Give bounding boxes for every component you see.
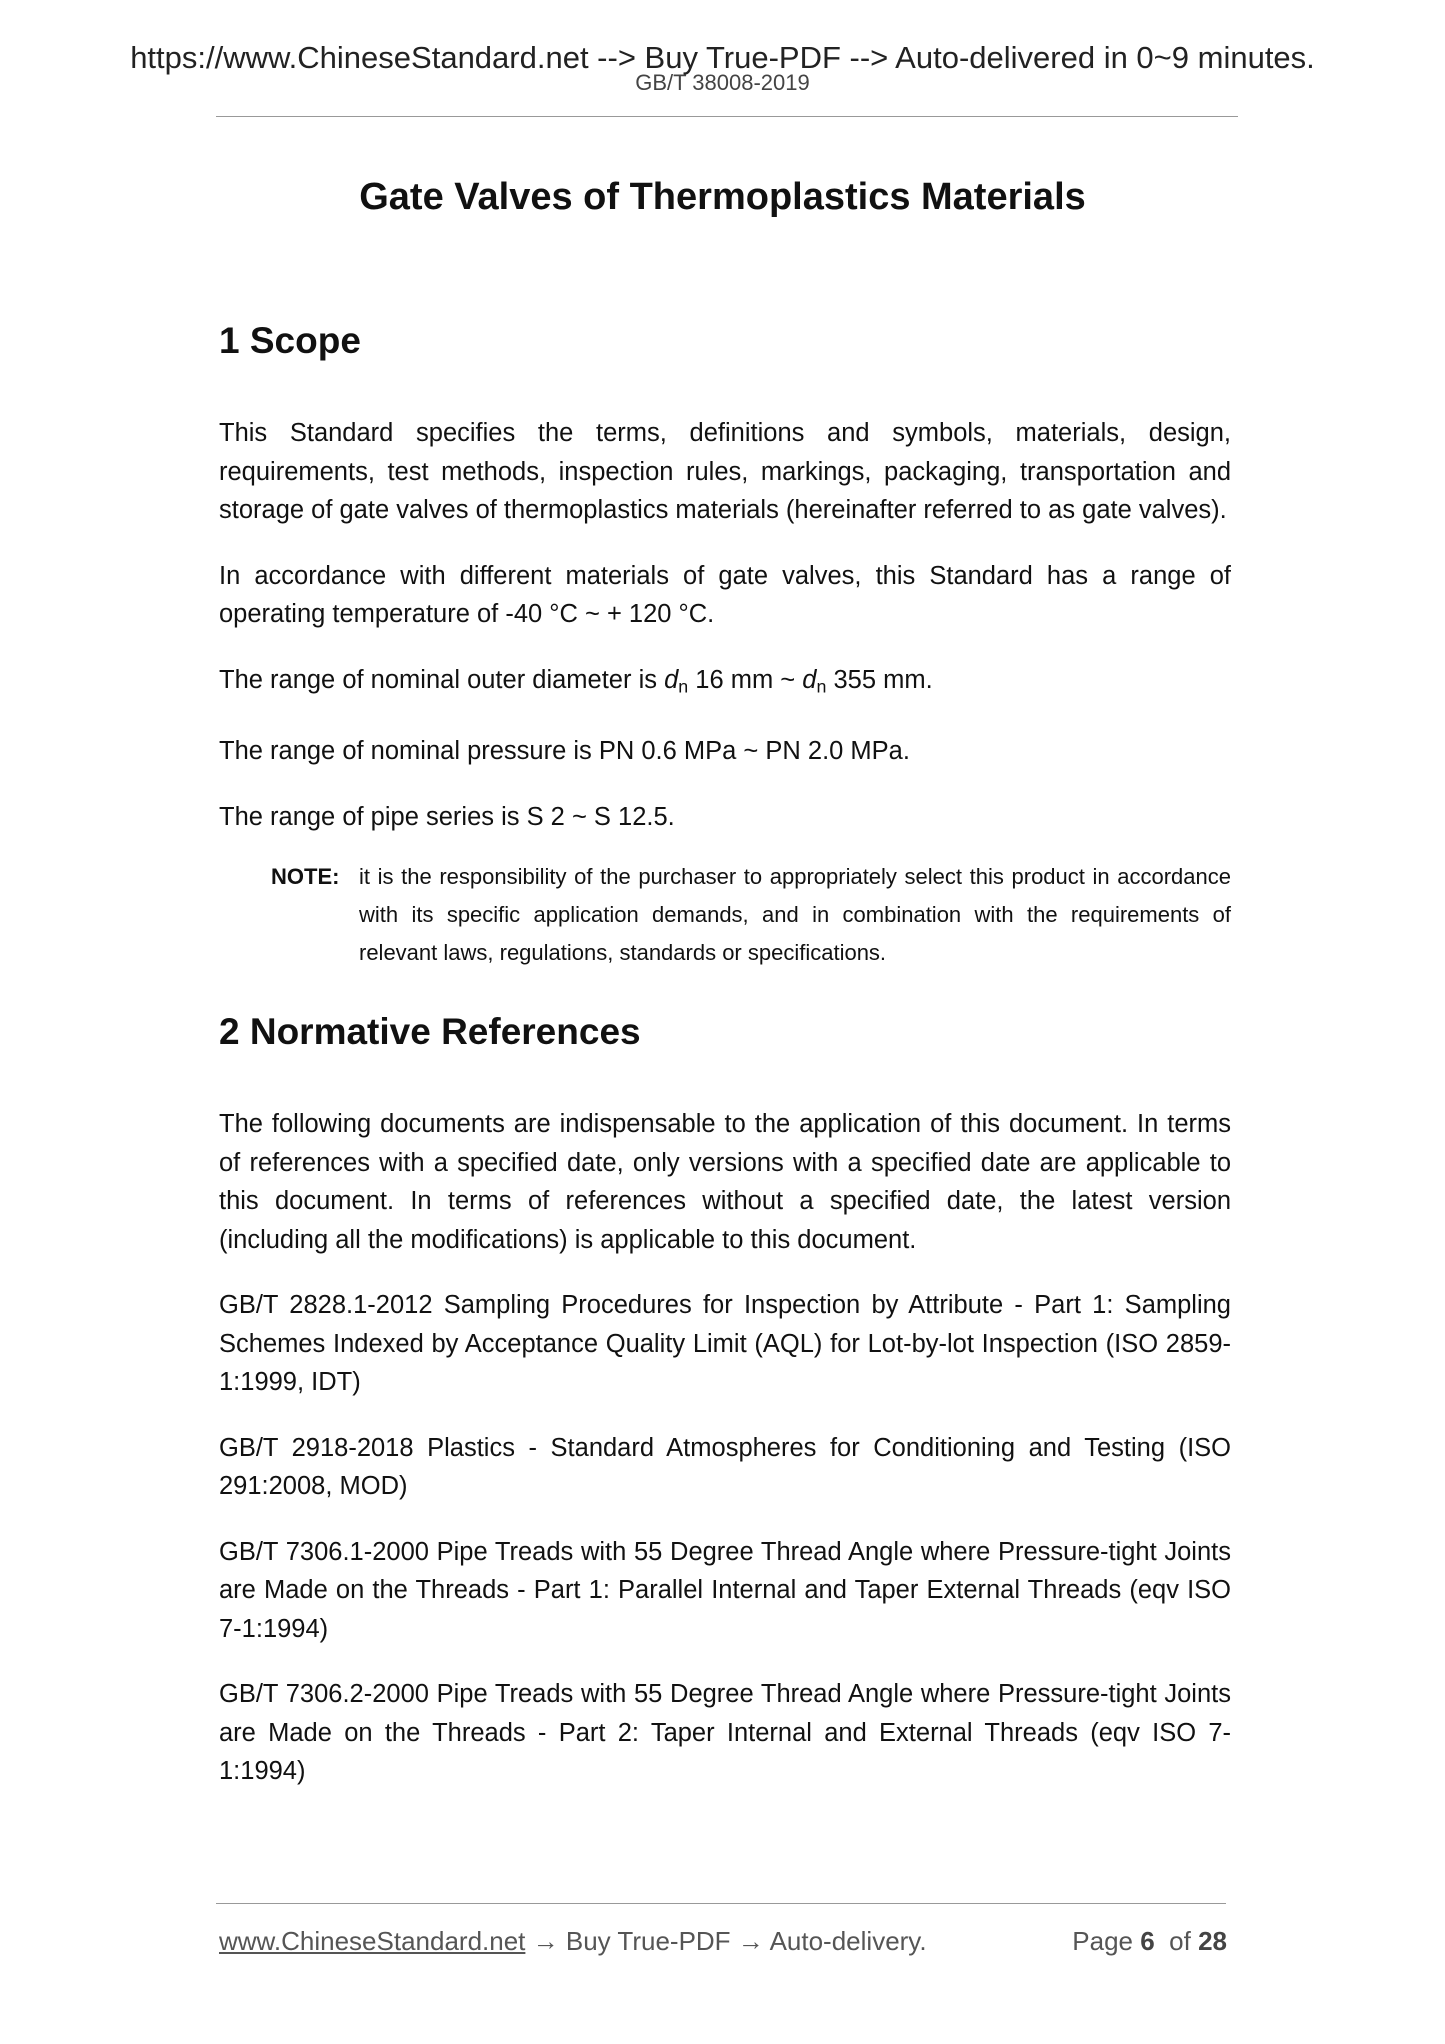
- scope-note: [271, 858, 1231, 972]
- scope-paragraph: The range of nominal pressure is PN 0.6 MPa ~ PN 2.0 MPa.: [219, 737, 910, 766]
- section-heading-references: 2 Normative References: [219, 1011, 641, 1053]
- current-page-number: 6: [1140, 1926, 1155, 1956]
- footer-divider: [216, 1903, 1226, 1904]
- section-heading-scope: 1 Scope: [219, 320, 361, 361]
- document-title: Gate Valves of Thermoplastics Materials: [359, 176, 1086, 218]
- reference-item: GB/T 7306.2-2000 Pipe Treads with 55 Degree Thread Angle where Pressure-tight Joints are Made on the Threads - Part 2: Taper Internal and External Threads (eqv ISO 7-1:1994): [219, 1680, 1231, 1786]
- reference-item: GB/T 7306.1-2000 Pipe Treads with 55 Degree Thread Angle where Pressure-tight Joints are Made on the Threads - Part 1: Parallel Internal and Taper External Threads (eqv ISO 7-1:1994): [219, 1537, 1231, 1643]
- document-body: [219, 320, 1231, 1818]
- reference-item: GB/T 2918-2018 Plastics - Standard Atmospheres for Conditioning and Testing (ISO 291:2008, MOD): [219, 1433, 1231, 1501]
- page-footer: [219, 1926, 1227, 1957]
- page-indicator: Page 6 of 28: [1072, 1926, 1227, 1956]
- references-intro: The following documents are indispensable to the application of this document. In terms of references with a specified date, only versions with a specified date are applicable to this document. In terms of references without a specified date, the latest version (including all the modifications) is applicable to this document.: [219, 1110, 1231, 1254]
- scope-paragraph-diameter: The range of nominal outer diameter is $d_n$ 16 mm ~ $d_n$ 355 mm.: [219, 665, 933, 696]
- scope-paragraph: The range of pipe series is S 2 ~ S 12.5.: [219, 802, 675, 831]
- scope-paragraph: This Standard specifies the terms, definitions and symbols, materials, design, requirements, test methods, inspection rules, markings, packaging, transportation and storage of gate valves of thermoplastics materials (hereinafter referred to as gate valves).: [219, 419, 1231, 524]
- scope-paragraph: In accordance with different materials of gate valves, this Standard has a range of operating temperature of -40 °C ~ + 120 °C.: [219, 561, 1231, 628]
- total-page-count: 28: [1198, 1926, 1227, 1956]
- footer-site-link[interactable]: www.ChineseStandard.net: [219, 1926, 526, 1956]
- header-divider: [216, 116, 1238, 117]
- note-label: NOTE:: [271, 864, 340, 890]
- doc-code: GB/T 38008-2019: [635, 70, 810, 95]
- note-text: it is the responsibility of the purchaser to appropriately select this product in accordance with its specific application demands, and in combination with the requirements of relevant laws, regulations, standards or specifications.: [359, 864, 1231, 966]
- reference-item: GB/T 2828.1-2012 Sampling Procedures for Inspection by Attribute - Part 1: Sampling Schemes Indexed by Acceptance Quality Limit (AQL) for Lot-by-lot Inspection (ISO 2859-1:1999, IDT): [219, 1291, 1231, 1397]
- top-banner[interactable]: https://www.ChineseStandard.net --> Buy True-PDF --> Auto-delivered in 0~9 minutes.: [130, 40, 1315, 75]
- footer-tagline: → Buy True-PDF → Auto-delivery.: [525, 1926, 927, 1956]
